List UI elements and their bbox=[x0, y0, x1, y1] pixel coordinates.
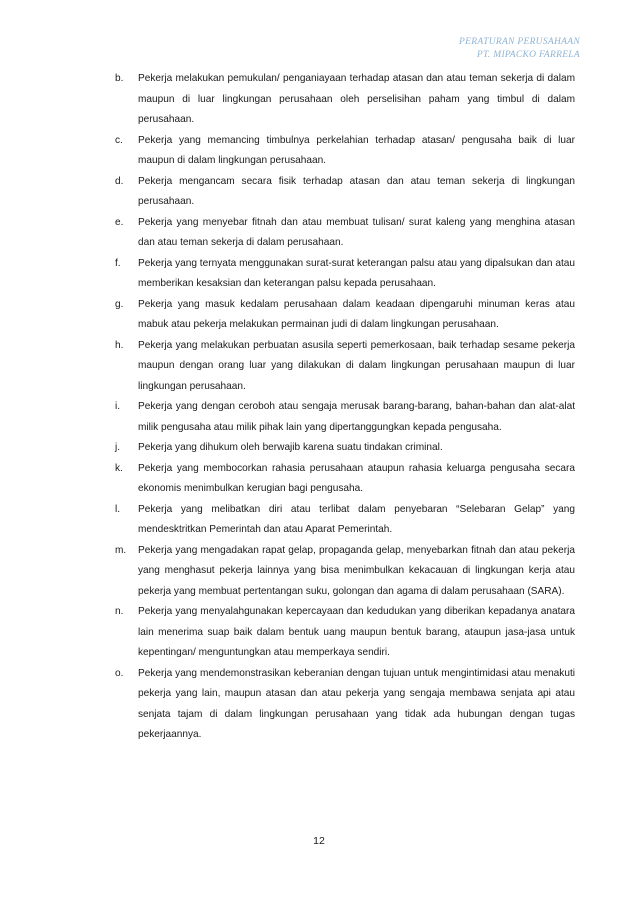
list-item bbox=[115, 664, 575, 746]
list-marker: b. bbox=[115, 73, 124, 84]
list-marker: f. bbox=[115, 257, 121, 269]
list-marker: n. bbox=[115, 606, 124, 617]
list-item-text: Pekerja yang memancing timbulnya perkelahian terhadap atasan/ pengusaha baik di luar maupun di dalam lingkungan perusahaan. bbox=[138, 134, 575, 166]
list-item-text: Pekerja yang dengan ceroboh atau sengaja merusak barang-barang, bahan-bahan dan alat-alat milik pengusaha atau milik pihak lain yang dipertanggungkan kepada pengusaha. bbox=[138, 401, 575, 433]
list-marker: d. bbox=[115, 175, 124, 187]
list-item bbox=[115, 500, 575, 541]
list-marker: m. bbox=[115, 544, 127, 556]
list-item-text: Pekerja yang dihukum oleh berwajib karena suatu tindakan criminal. bbox=[138, 442, 443, 453]
list-item-text: Pekerja mengancam secara fisik terhadap atasan dan atau teman sekerja di lingkungan perusahaan. bbox=[138, 175, 575, 207]
list-item bbox=[115, 254, 575, 295]
list-item bbox=[115, 69, 575, 131]
list-item-text: Pekerja yang ternyata menggunakan surat-surat keterangan palsu atau yang dipalsukan dan atau memberikan kesaksian dan keterangan palsu kepada perusahaan. bbox=[138, 257, 575, 289]
list-marker: o. bbox=[115, 667, 124, 679]
list-marker: c. bbox=[115, 134, 123, 146]
list-item-text: Pekerja yang melibatkan diri atau terlibat dalam penyebaran “Selebaran Gelap” yang mendesktritkan Pemerintah dan atau Aparat Pemerintah. bbox=[138, 503, 575, 535]
list-marker: j. bbox=[115, 442, 121, 453]
list-marker: g. bbox=[115, 298, 124, 310]
page-number: 12 bbox=[313, 835, 325, 847]
list-marker: l. bbox=[115, 503, 121, 515]
list-item-text: Pekerja yang mengadakan rapat gelap, propaganda gelap, menyebarkan fitnah dan atau pekerja yang menghasut pekerja lainnya yang bisa menimbulkan kekacauan di lingkungan kerja atau pekerja yang membuat pertentangan suku, golongan dan agama di dalam perusahaan (SARA). bbox=[138, 544, 575, 597]
violation-list bbox=[115, 69, 575, 746]
list-item-text: Pekerja yang masuk kedalam perusahaan dalam keadaan dipengaruhi minuman keras atau mabuk atau pekerja melakukan permainan judi di dalam lingkungan perusahaan. bbox=[138, 298, 575, 330]
list-item-text: Pekerja yang membocorkan rahasia perusahaan ataupun rahasia keluarga pengusaha secara ekonomis menimbulkan kerugian bagi pengusaha. bbox=[138, 462, 575, 494]
list-marker: k. bbox=[115, 462, 123, 474]
header-company-name: PT. MIPACKO FARRELA bbox=[476, 50, 580, 60]
list-item bbox=[115, 336, 575, 398]
list-item bbox=[115, 295, 575, 336]
list-item bbox=[115, 541, 575, 603]
list-marker: h. bbox=[115, 339, 124, 351]
list-item bbox=[115, 459, 575, 500]
list-item bbox=[115, 602, 575, 664]
list-item-text: Pekerja yang mendemonstrasikan keberanian dengan tujuan untuk mengintimidasi atau menakuti pekerja yang lain, maupun atasan dan atau pekerja yang sengaja membawa senjata api atau senjata tajam di dalam lingkungan perusahaan yang tidak ada hubungan dengan tugas pekerjaannya. bbox=[138, 667, 575, 740]
list-item-text: Pekerja yang melakukan perbuatan asusila seperti pemerkosaan, baik terhadap sesame pekerja maupun dengan orang luar yang dilakukan di dalam lingkungan perusahaan maupun di luar lingkungan perusahaan. bbox=[138, 339, 575, 392]
list-item-text: Pekerja melakukan pemukulan/ penganiayaan terhadap atasan dan atau teman sekerja di dalam maupun di luar lingkungan perusahaan oleh perselisihan paham yang timbul di dalam perusahaan. bbox=[138, 73, 575, 125]
list-item bbox=[115, 172, 575, 213]
header-regulation-title: PERATURAN PERUSAHAAN bbox=[459, 37, 580, 47]
list-item bbox=[115, 397, 575, 438]
list-item-text: Pekerja yang menyebar fitnah dan atau membuat tulisan/ surat kaleng yang menghina atasan dan atau teman sekerja di dalam perusahaan. bbox=[138, 216, 575, 248]
list-marker: e. bbox=[115, 216, 124, 228]
list-item bbox=[115, 213, 575, 254]
page-header bbox=[459, 36, 580, 62]
list-item-text: Pekerja yang menyalahgunakan kepercayaan dan kedudukan yang diberikan kepadanya anatara lain menerima suap baik dalam bentuk uang maupun bentuk barang, ataupun jasa-jasa untuk kepentingan/ menguntungkan atau memperkaya sendiri. bbox=[138, 606, 575, 658]
list-item bbox=[115, 131, 575, 172]
list-marker: i. bbox=[115, 401, 121, 412]
list-item bbox=[115, 438, 575, 459]
